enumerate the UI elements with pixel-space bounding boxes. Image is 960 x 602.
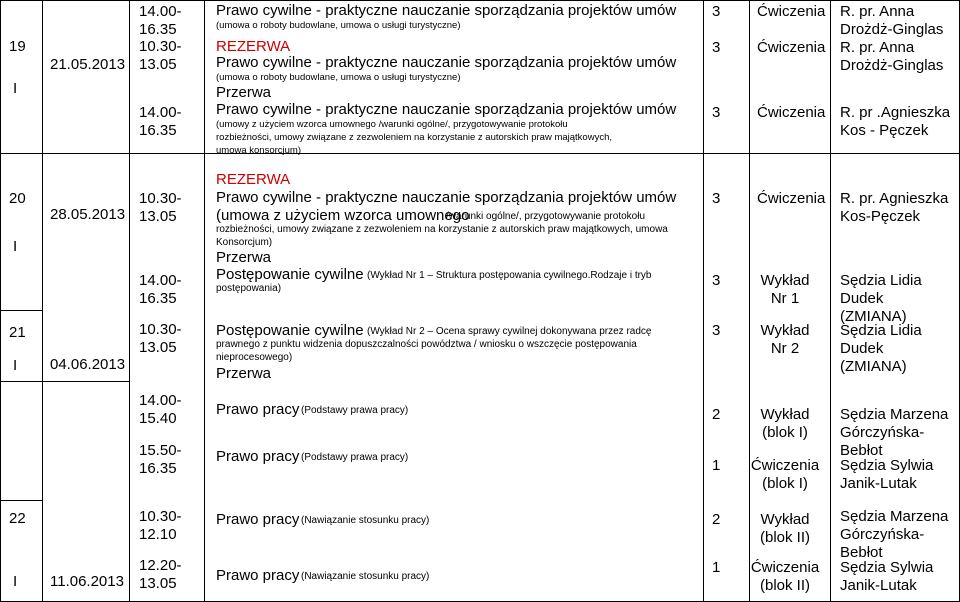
teacher: Sędzia Sylwia Janik-Lutak (840, 457, 934, 492)
break-label: Przerwa (216, 365, 272, 382)
hours: 3 (712, 272, 721, 289)
time-slot: 10.30- 13.05 (139, 38, 182, 73)
hours: 2 (712, 511, 721, 528)
teacher: R. pr .Agnieszka Kos - Pęczek (840, 104, 951, 139)
subject: Prawo cywilne - praktyczne nauczanie sporządzania projektów umów (216, 2, 677, 19)
class-type: Ćwiczenia (757, 39, 826, 56)
subject-detail: rozbieżności, umowy związane z zezwoleniem na korzystanie z autorskich praw majątkowych, umowa Konsorcjum) (216, 224, 668, 248)
subject: Prawo cywilne - praktyczne nauczanie sporządzania projektów umów (216, 54, 677, 71)
subject: Prawo pracy (216, 401, 300, 418)
week-number: 21 (9, 324, 26, 341)
teacher: R. pr. Anna Drożdż-Ginglas (840, 39, 944, 74)
teacher: R. pr. Anna Drożdż-Ginglas (840, 3, 944, 38)
subject: Prawo pracy (216, 448, 300, 465)
teacher: Sędzia Lidia Dudek (ZMIANA) (840, 322, 922, 375)
subject: Prawo cywilne - praktyczne nauczanie sporządzania projektów umów (216, 101, 677, 118)
time-slot: 10.30- 13.05 (139, 321, 182, 356)
grid-line-vertical (42, 0, 43, 602)
subject: Prawo pracy (216, 567, 300, 584)
class-type: Ćwiczenia (blok II) (750, 559, 820, 594)
hours: 3 (712, 39, 721, 56)
subject-detail: /warunki ogólne/, przygotowywanie protokołu (446, 211, 645, 222)
subject: Postępowanie cywilne (216, 322, 364, 339)
time-slot: 14.00- 16.35 (139, 3, 182, 38)
week-number: 19 (9, 38, 26, 55)
hours: 3 (712, 190, 721, 207)
teacher: Sędzia Marzena Górczyńska- Bebłot (840, 508, 949, 561)
subject-detail: postępowania) (216, 283, 282, 294)
subject: Prawo cywilne - praktyczne nauczanie sporządzania projektów umów (216, 189, 677, 206)
time-slot: 10.30- 12.10 (139, 508, 182, 543)
subject-detail: (umowa z użyciem wzorca umownego (216, 207, 470, 224)
hours: 1 (712, 559, 721, 576)
date: 21.05.2013 (50, 56, 126, 73)
hours: 1 (712, 457, 721, 474)
class-type: Ćwiczenia (757, 104, 826, 121)
time-slot: 14.00- 15.40 (139, 392, 182, 427)
week-group: I (13, 573, 18, 590)
grid-line-horizontal (0, 381, 129, 382)
week-number: 22 (9, 510, 26, 527)
subject-detail: (Nawiązanie stosunku pracy) (301, 571, 430, 582)
subject-detail: (Wykład Nr 2 – Ocena sprawy cywilnej dokonywana przez radcę (367, 326, 652, 337)
week-number: 20 (9, 190, 26, 207)
date: 04.06.2013 (50, 356, 126, 373)
reserve-label: REZERWA (216, 171, 291, 188)
grid-line-vertical (204, 0, 205, 602)
grid-line-horizontal (0, 500, 42, 501)
class-type: Wykład (blok I) (760, 406, 810, 441)
week-group: I (13, 238, 18, 255)
class-type: Wykład Nr 2 (760, 322, 810, 357)
time-slot: 12.20- 13.05 (139, 557, 182, 592)
date: 11.06.2013 (50, 573, 124, 590)
teacher: R. pr. Agnieszka Kos-Pęczek (840, 190, 949, 225)
teacher: Sędzia Sylwia Janik-Lutak (840, 559, 934, 594)
subject: Postępowanie cywilne (216, 266, 364, 283)
class-type: Wykład Nr 1 (760, 272, 810, 307)
date: 28.05.2013 (50, 206, 126, 223)
hours: 2 (712, 406, 721, 423)
subject-detail: prawnego z punktu widzenia dopuszczalności powództwa / wniosku o wszczęcie postępowania nieprocesowego) (216, 339, 637, 363)
grid-line-vertical (0, 0, 1, 602)
subject-detail: (umowa o roboty budowlane, umowa o usługi turystyczne) (216, 20, 461, 31)
hours: 3 (712, 3, 721, 20)
grid-line-vertical (703, 0, 704, 602)
break-label: Przerwa (216, 249, 272, 266)
subject-detail: (Podstawy prawa pracy) (301, 452, 409, 463)
grid-line-vertical (830, 0, 831, 602)
hours: 3 (712, 322, 721, 339)
subject-detail: (umowa o roboty budowlane, umowa o usługi turystyczne) (216, 72, 461, 83)
subject-detail: (umowy z użyciem wzorca umownego /warunki ogólne/, przygotowywanie protokołu rozbieżności, umowy związane z zezwoleniem na korzystanie z autorskich praw majątkowych, umowa konsorcjum) (216, 119, 612, 156)
subject: Prawo pracy (216, 511, 300, 528)
subject-detail: (Podstawy prawa pracy) (301, 405, 409, 416)
time-slot: 10.30- 13.05 (139, 190, 182, 225)
grid-line-horizontal (0, 310, 42, 311)
reserve-label: REZERWA (216, 38, 291, 55)
grid-line-vertical (129, 0, 130, 602)
subject-detail: (Wykład Nr 1 – Struktura postępowania cywilnego.Rodzaje i tryb (367, 270, 652, 281)
break-label: Przerwa (216, 84, 272, 101)
class-type: Ćwiczenia (757, 190, 826, 207)
class-type: Ćwiczenia (blok I) (750, 457, 820, 492)
week-group: I (13, 80, 18, 97)
subject-detail: (Nawiązanie stosunku pracy) (301, 515, 430, 526)
time-slot: 15.50- 16.35 (139, 442, 182, 477)
grid-line-horizontal (0, 0, 960, 1)
time-slot: 14.00- 16.35 (139, 104, 182, 139)
week-group: I (13, 357, 18, 374)
teacher: Sędzia Marzena Górczyńska- Bebłot (840, 406, 949, 459)
teacher: Sędzia Lidia Dudek (ZMIANA) (840, 272, 922, 325)
class-type: Ćwiczenia (757, 3, 826, 20)
hours: 3 (712, 104, 721, 121)
class-type: Wykład (blok II) (759, 511, 810, 546)
time-slot: 14.00- 16.35 (139, 272, 182, 307)
